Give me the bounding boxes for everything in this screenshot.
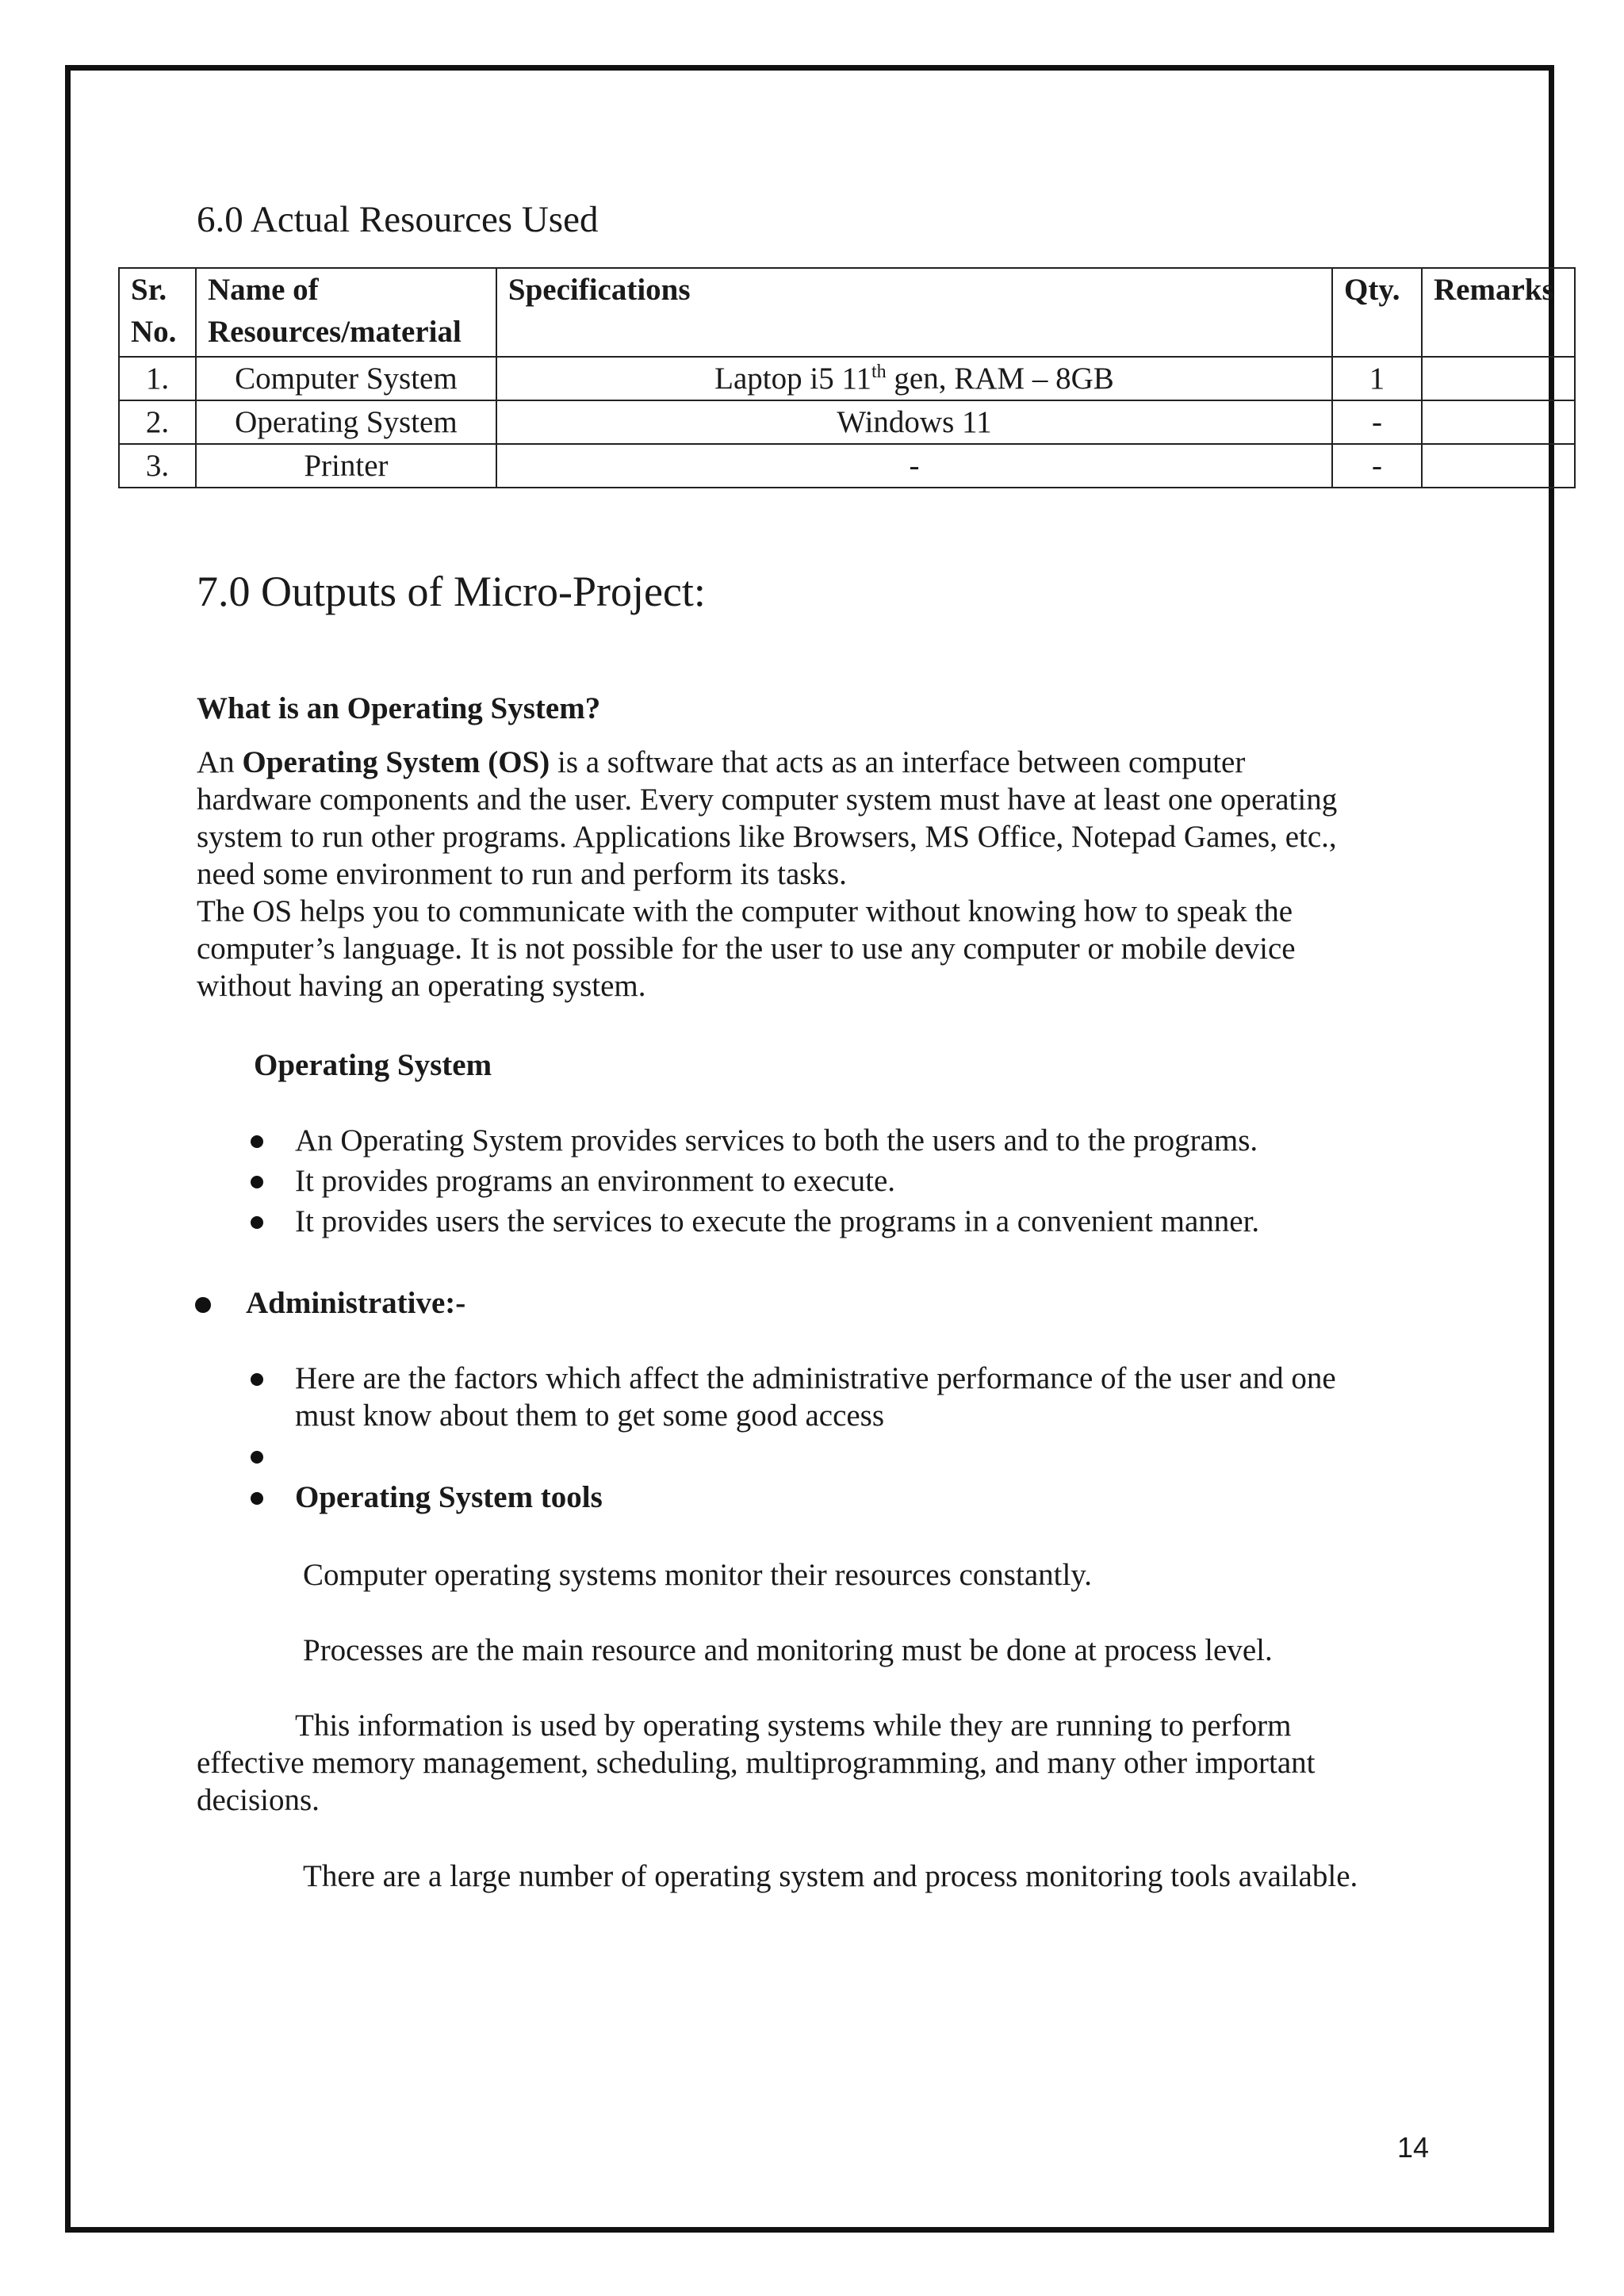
os-bullet-2: It provides programs an environment to execute. [295, 1164, 896, 1198]
header-specifications: Specifications [496, 268, 1332, 357]
question-heading: What is an Operating System? [197, 691, 601, 725]
admin-bullet-3: Operating System tools [295, 1480, 603, 1514]
tools-paragraph-1: Computer operating systems monitor their resources constantly. [303, 1558, 1093, 1592]
bullet-icon [251, 1176, 263, 1188]
os-bullet-1: An Operating System provides services to both the users and to the programs. [295, 1123, 1258, 1158]
table-row [119, 400, 1575, 444]
bullet-icon [251, 1373, 263, 1386]
bullet-icon [251, 1451, 263, 1464]
cell-sr: 1. [119, 357, 196, 400]
bullet-icon [251, 1216, 263, 1229]
section-7-heading: 7.0 Outputs of Micro-Project: [197, 568, 706, 615]
cell-qty: - [1332, 400, 1422, 444]
page-number: 14 [1397, 2131, 1430, 2164]
cell-sr: 3. [119, 444, 196, 488]
cell-name: Operating System [196, 400, 496, 444]
intro-paragraph: An Operating System (OS) is a software that acts as an interface between computer hardware components and the user. Every computer system must have at least one operating system to run other programs. Applications like Browsers, MS Office, Notepad Games, etc., need some environment to run and perform its tasks. The OS helps you to communicate with the computer without knowing how to speak the computer’s language. It is not possible for the user to use any computer or mobile device without having an operating system. [197, 745, 1338, 1003]
cell-spec: - [496, 444, 1332, 488]
header-sr-no: Sr. No. [119, 268, 196, 357]
header-remarks: Remarks [1422, 268, 1575, 357]
cell-remarks [1422, 357, 1575, 400]
header-resource-name: Name of Resources/material [196, 268, 496, 357]
cell-qty: 1 [1332, 357, 1422, 400]
header-qty: Qty. [1332, 268, 1422, 357]
bullet-icon [251, 1492, 263, 1505]
table-header-row [119, 268, 1575, 357]
admin-bullet-1: Here are the factors which affect the administrative performance of the user and one must know about them to get some good access [295, 1361, 1336, 1433]
table-row [119, 444, 1575, 488]
cell-qty: - [1332, 444, 1422, 488]
cell-spec: Windows 11 [496, 400, 1332, 444]
cell-name: Computer System [196, 357, 496, 400]
os-bullet-3: It provides users the services to execute the programs in a convenient manner. [295, 1204, 1260, 1238]
bullet-icon [195, 1297, 211, 1313]
os-subheading: Operating System [254, 1048, 492, 1082]
cell-remarks [1422, 444, 1575, 488]
cell-sr: 2. [119, 400, 196, 444]
cell-name: Printer [196, 444, 496, 488]
section-6-heading: 6.0 Actual Resources Used [197, 199, 599, 240]
tools-paragraph-4: There are a large number of operating system and process monitoring tools available. [303, 1859, 1358, 1893]
tools-paragraph-2: Processes are the main resource and monitoring must be done at process level. [303, 1633, 1273, 1667]
bullet-icon [251, 1135, 263, 1148]
cell-spec: Laptop i5 11th gen, RAM – 8GB [496, 357, 1332, 400]
table-row [119, 357, 1575, 400]
admin-heading: Administrative:- [246, 1286, 466, 1320]
cell-remarks [1422, 400, 1575, 444]
resources-table [118, 267, 1576, 488]
tools-paragraph-3: This information is used by operating systems while they are running to perform effective memory management, scheduling, multiprogramming, and many other important decisions. [197, 1709, 1316, 1817]
